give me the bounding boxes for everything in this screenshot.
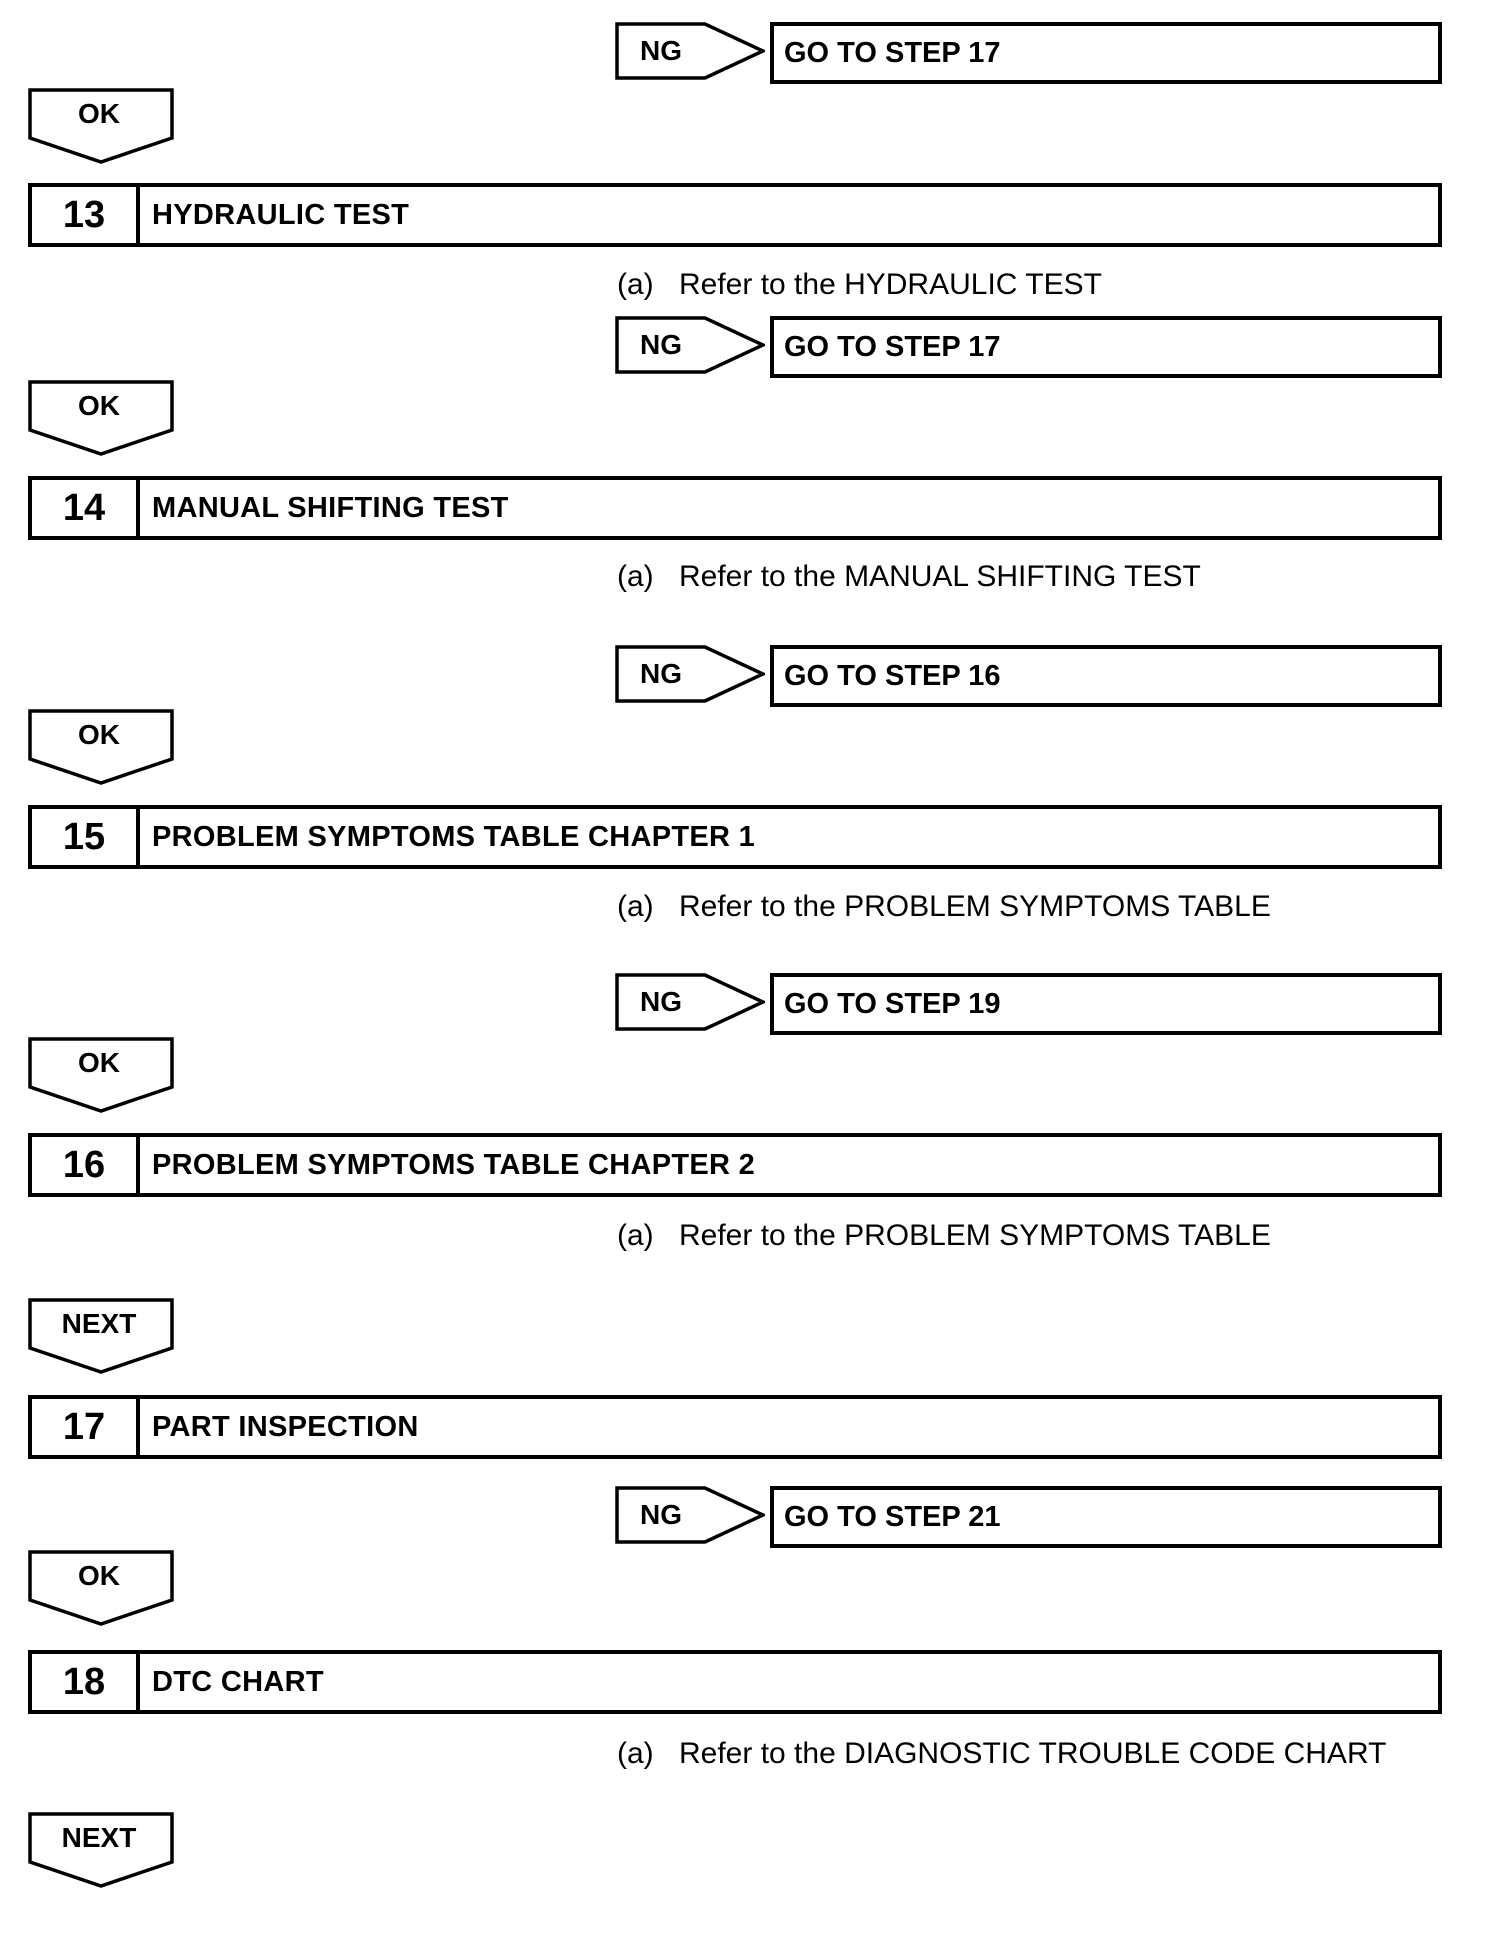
- connector-label: OK: [78, 1560, 120, 1591]
- note-letter: (a): [617, 268, 654, 301]
- ng-branch: [615, 645, 1445, 707]
- ng-branch: [615, 22, 1445, 84]
- step-14-box: [28, 476, 1442, 540]
- step-number: 16: [32, 1137, 140, 1193]
- goto-step-box: GO TO STEP 19: [770, 973, 1442, 1035]
- step-note: [617, 560, 1201, 594]
- step-18-box: [28, 1650, 1442, 1714]
- step-number: 18: [32, 1654, 140, 1710]
- ok-connector: [28, 709, 174, 785]
- connector-label: OK: [78, 1047, 120, 1078]
- goto-step-box: GO TO STEP 16: [770, 645, 1442, 707]
- connector-label: OK: [78, 719, 120, 750]
- note-text: Refer to the MANUAL SHIFTING TEST: [679, 560, 1201, 593]
- step-note: [617, 268, 1102, 302]
- goto-step-box: GO TO STEP 21: [770, 1486, 1442, 1548]
- step-15-box: [28, 805, 1442, 869]
- note-letter: (a): [617, 1737, 654, 1770]
- step-note: [617, 890, 1271, 924]
- step-13-box: [28, 183, 1442, 247]
- ng-branch: [615, 1486, 1445, 1548]
- step-note: [617, 1737, 1386, 1771]
- note-letter: (a): [617, 1219, 654, 1252]
- step-number: 14: [32, 480, 140, 536]
- step-title: PROBLEM SYMPTOMS TABLE CHAPTER 1: [152, 820, 756, 853]
- connector-label: OK: [78, 98, 120, 129]
- step-title: HYDRAULIC TEST: [152, 198, 410, 231]
- step-title: PROBLEM SYMPTOMS TABLE CHAPTER 2: [152, 1148, 756, 1181]
- step-number: 15: [32, 809, 140, 865]
- note-text: Refer to the PROBLEM SYMPTOMS TABLE: [679, 890, 1271, 923]
- step-17-box: [28, 1395, 1442, 1459]
- note-text: Refer to the PROBLEM SYMPTOMS TABLE: [679, 1219, 1271, 1252]
- note-letter: (a): [617, 560, 654, 593]
- ok-connector: [28, 1037, 174, 1113]
- ok-connector: [28, 88, 174, 164]
- step-title: MANUAL SHIFTING TEST: [152, 491, 509, 524]
- step-number: 17: [32, 1399, 140, 1455]
- step-title: DTC CHART: [152, 1665, 324, 1698]
- ok-connector: [28, 380, 174, 456]
- goto-step-box: GO TO STEP 17: [770, 316, 1442, 378]
- next-connector: [28, 1298, 174, 1374]
- note-letter: (a): [617, 890, 654, 923]
- note-text: Refer to the DIAGNOSTIC TROUBLE CODE CHART: [679, 1737, 1387, 1770]
- ng-label: NG: [640, 35, 682, 66]
- ng-branch: [615, 316, 1445, 378]
- connector-label: NEXT: [61, 1308, 137, 1339]
- connector-label: NEXT: [61, 1822, 137, 1853]
- ng-branch: [615, 973, 1445, 1035]
- ng-label: NG: [640, 1499, 682, 1530]
- goto-step-box: GO TO STEP 17: [770, 22, 1442, 84]
- step-note: [617, 1219, 1271, 1253]
- note-text: Refer to the HYDRAULIC TEST: [679, 268, 1102, 301]
- ng-label: NG: [640, 329, 682, 360]
- ng-label: NG: [640, 658, 682, 689]
- step-number: 13: [32, 187, 140, 243]
- step-title: PART INSPECTION: [152, 1410, 419, 1443]
- next-connector: [28, 1812, 174, 1888]
- connector-label: OK: [78, 390, 120, 421]
- step-16-box: [28, 1133, 1442, 1197]
- ng-label: NG: [640, 986, 682, 1017]
- ok-connector: [28, 1550, 174, 1626]
